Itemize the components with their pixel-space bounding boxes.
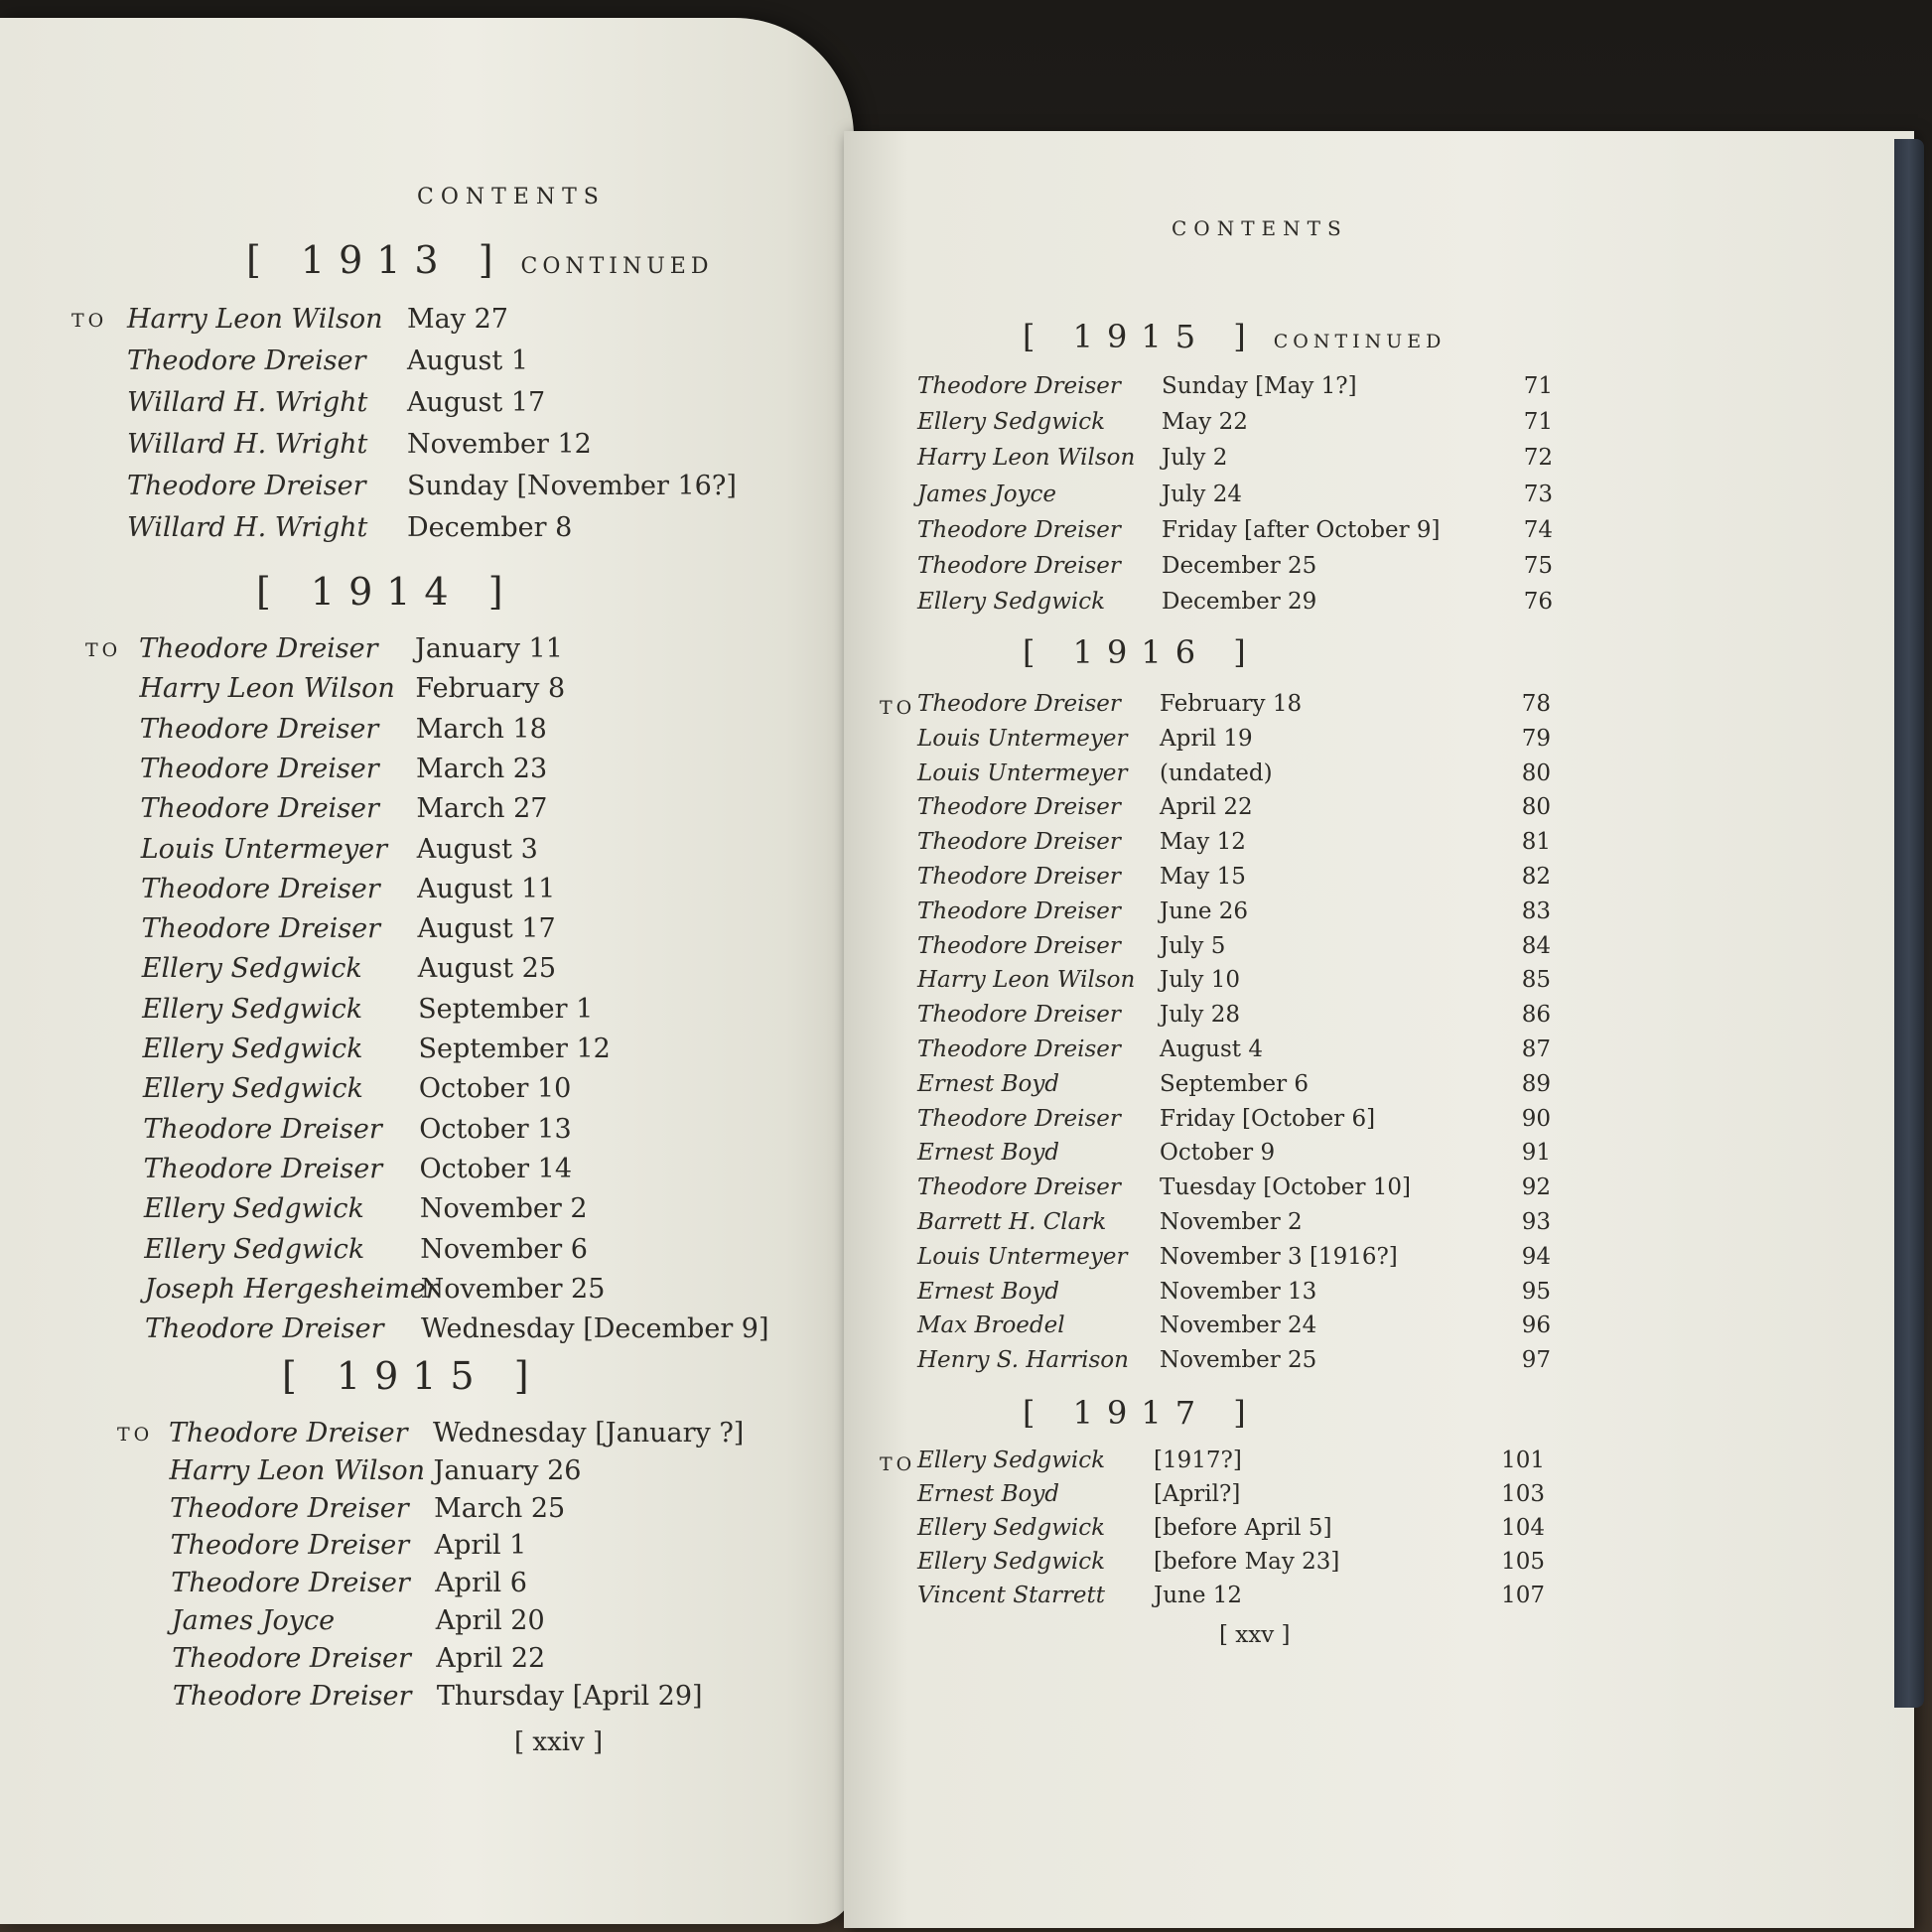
page-number: 91: [1521, 1140, 1551, 1167]
recipient-name: Barrett H. Clark: [917, 1209, 1107, 1235]
recipient-name: Theodore Dreiser: [917, 829, 1121, 856]
year-heading: [256, 570, 517, 614]
page-number: 74: [1523, 516, 1553, 543]
recipient-name: Louis Untermeyer: [140, 833, 387, 865]
recipient-name: Ellery Sedgwick: [917, 1549, 1106, 1575]
recipient-name: Harry Leon Wilson: [139, 673, 395, 705]
recipient-name: Theodore Dreiser: [139, 633, 378, 664]
recipient-name: Joseph Hergesheimer: [144, 1273, 439, 1305]
letter-date: March 27: [416, 793, 548, 825]
letter-date: May 27: [407, 304, 508, 335]
letter-date: Friday [October 6]: [1160, 1105, 1376, 1132]
to-label: TO: [71, 310, 108, 332]
recipient-name: Ellery Sedgwick: [142, 1073, 363, 1105]
letter-date: April 22: [436, 1642, 546, 1674]
letter-date: Friday [after October 9]: [1162, 516, 1441, 543]
recipient-name: Theodore Dreiser: [917, 1105, 1121, 1132]
letter-date: July 2: [1162, 445, 1228, 472]
letter-date: September 6: [1160, 1070, 1310, 1097]
letter-date: October 13: [419, 1113, 572, 1145]
letter-date: July 10: [1160, 967, 1240, 994]
letter-date: November 2: [419, 1193, 588, 1225]
recipient-name: Ellery Sedgwick: [917, 589, 1106, 616]
recipient-name: Theodore Dreiser: [917, 553, 1121, 579]
recipient-name: Harry Leon Wilson: [169, 1454, 426, 1486]
recipient-name: Theodore Dreiser: [917, 897, 1121, 924]
recipient-name: Theodore Dreiser: [172, 1680, 412, 1712]
letter-date: [before April 5]: [1154, 1515, 1332, 1541]
to-label: TO: [880, 697, 916, 719]
letter-date: April 1: [434, 1530, 527, 1562]
recipient-name: Theodore Dreiser: [141, 913, 380, 945]
letter-date: Wednesday [December 9]: [420, 1313, 769, 1345]
recipient-name: Ernest Boyd: [917, 1070, 1060, 1097]
page-number: 81: [1521, 829, 1551, 856]
letter-date: August 17: [407, 387, 546, 418]
recipient-name: Ellery Sedgwick: [917, 1448, 1106, 1473]
right-page: [844, 131, 1914, 1928]
page-number: 87: [1521, 1036, 1551, 1062]
letter-date: November 12: [407, 429, 592, 460]
recipient-name: Theodore Dreiser: [171, 1568, 410, 1599]
page-number: 96: [1521, 1312, 1551, 1339]
page-number: 90: [1521, 1105, 1551, 1132]
year-heading: [1023, 1394, 1260, 1432]
letter-date: February 18: [1160, 691, 1303, 717]
page-number: 104: [1501, 1515, 1545, 1541]
recipient-name: Theodore Dreiser: [172, 1642, 411, 1674]
letter-date: November 25: [1160, 1347, 1317, 1374]
letter-date: December 25: [1162, 553, 1317, 579]
year-label: [ 1916 ]: [1023, 633, 1260, 671]
letter-date: Sunday [May 1?]: [1162, 373, 1357, 399]
recipient-name: Ellery Sedgwick: [917, 1515, 1106, 1541]
letter-date: October 10: [418, 1073, 572, 1105]
recipient-name: Theodore Dreiser: [140, 753, 379, 784]
recipient-name: Max Broedel: [917, 1312, 1065, 1339]
letter-date: November 6: [420, 1233, 588, 1265]
page-number: 82: [1521, 864, 1551, 890]
recipient-name: Theodore Dreiser: [127, 471, 366, 501]
recipient-name: Louis Untermeyer: [917, 725, 1128, 752]
recipient-name: Vincent Starrett: [917, 1583, 1106, 1608]
recipient-name: Theodore Dreiser: [917, 1002, 1121, 1029]
year-label: [ 1913 ]: [246, 238, 507, 282]
letter-date: July 5: [1160, 932, 1226, 959]
recipient-name: Ellery Sedgwick: [141, 953, 362, 985]
recipient-name: Theodore Dreiser: [917, 794, 1121, 821]
letter-date: August 25: [417, 953, 557, 985]
page-number: 75: [1523, 553, 1553, 579]
page-number: 71: [1523, 409, 1553, 436]
letter-date: Thursday [April 29]: [436, 1680, 703, 1712]
to-label: TO: [117, 1424, 154, 1446]
recipient-name: Theodore Dreiser: [140, 793, 379, 825]
letter-date: January 26: [433, 1454, 582, 1486]
letter-date: [before May 23]: [1154, 1549, 1340, 1575]
page-number: 84: [1521, 932, 1551, 959]
recipient-name: Henry S. Harrison: [917, 1347, 1129, 1374]
recipient-name: Theodore Dreiser: [143, 1153, 383, 1184]
letter-date: November 3 [1916?]: [1160, 1243, 1398, 1270]
running-head-right: CONTENTS: [1172, 216, 1348, 240]
page-number: 76: [1523, 589, 1553, 616]
page-number: 95: [1521, 1278, 1551, 1305]
letter-date: April 22: [1160, 794, 1253, 821]
letter-date: August 3: [416, 833, 538, 865]
book-spine: [1894, 139, 1924, 1708]
letter-date: October 9: [1160, 1140, 1276, 1167]
letter-date: December 29: [1162, 589, 1317, 616]
letter-date: November 25: [420, 1273, 606, 1305]
recipient-name: Theodore Dreiser: [144, 1313, 384, 1345]
page-number: 73: [1523, 481, 1553, 507]
page-number: 94: [1521, 1243, 1551, 1270]
page-number: 80: [1521, 794, 1551, 821]
recipient-name: Harry Leon Wilson: [917, 967, 1136, 994]
letter-date: August 1: [407, 345, 529, 376]
letter-date: January 11: [415, 633, 563, 664]
running-head-left: CONTENTS: [417, 185, 606, 209]
year-heading: [282, 1354, 543, 1398]
recipient-name: Theodore Dreiser: [169, 1418, 408, 1449]
page-number: 86: [1521, 1002, 1551, 1029]
recipient-name: Ellery Sedgwick: [143, 1193, 364, 1225]
recipient-name: Theodore Dreiser: [141, 873, 380, 904]
recipient-name: Theodore Dreiser: [917, 373, 1121, 399]
letter-date: May 22: [1162, 409, 1248, 436]
page-number: 72: [1523, 445, 1553, 472]
continued-label: CONTINUED: [520, 254, 714, 279]
letter-date: July 24: [1162, 481, 1242, 507]
year-heading: [1023, 318, 1446, 355]
letter-date: April 6: [435, 1568, 527, 1599]
page-number: 79: [1521, 725, 1551, 752]
year-label: [ 1915 ]: [282, 1354, 543, 1398]
letter-date: May 12: [1160, 829, 1246, 856]
letter-date: July 28: [1160, 1002, 1240, 1029]
recipient-name: Theodore Dreiser: [917, 516, 1121, 543]
letter-date: April 19: [1160, 725, 1253, 752]
recipient-name: James Joyce: [171, 1605, 336, 1636]
to-label: TO: [880, 1453, 916, 1475]
year-heading: [246, 238, 714, 282]
recipient-name: Theodore Dreiser: [917, 864, 1121, 890]
year-heading: [1023, 633, 1260, 671]
recipient-name: Theodore Dreiser: [170, 1530, 410, 1562]
letter-date: November 13: [1160, 1278, 1317, 1305]
recipient-name: Theodore Dreiser: [917, 932, 1121, 959]
to-label: TO: [85, 639, 122, 661]
recipient-name: Ellery Sedgwick: [142, 993, 363, 1025]
page-number: 97: [1521, 1347, 1551, 1374]
recipient-name: Theodore Dreiser: [917, 691, 1121, 717]
letter-date: December 8: [407, 512, 573, 543]
page-number: 89: [1521, 1070, 1551, 1097]
page-number: 92: [1521, 1174, 1551, 1201]
recipient-name: Louis Untermeyer: [917, 1243, 1128, 1270]
page-number: 103: [1501, 1481, 1545, 1507]
letter-date: March 18: [415, 713, 547, 745]
letter-date: [1917?]: [1154, 1448, 1242, 1473]
page-number: 71: [1523, 373, 1553, 399]
recipient-name: Louis Untermeyer: [917, 759, 1128, 786]
continued-label: CONTINUED: [1273, 331, 1447, 352]
recipient-name: Ellery Sedgwick: [144, 1233, 365, 1265]
letter-date: March 25: [434, 1492, 566, 1524]
recipient-name: Ernest Boyd: [917, 1140, 1060, 1167]
page-number: 83: [1521, 897, 1551, 924]
letter-date: August 11: [417, 873, 556, 904]
recipient-name: Willard H. Wright: [127, 512, 368, 543]
recipient-name: Willard H. Wright: [127, 429, 368, 460]
recipient-name: Willard H. Wright: [127, 387, 368, 418]
letter-date: September 1: [418, 993, 594, 1025]
letter-date: Wednesday [January ?]: [433, 1418, 745, 1449]
recipient-name: Theodore Dreiser: [139, 713, 379, 745]
letter-date: [April?]: [1154, 1481, 1241, 1507]
letter-date: April 20: [435, 1605, 545, 1636]
page-number: 85: [1521, 967, 1551, 994]
page-number: 93: [1521, 1209, 1551, 1235]
recipient-name: Harry Leon Wilson: [917, 445, 1136, 472]
recipient-name: Ellery Sedgwick: [142, 1034, 363, 1064]
recipient-name: James Joyce: [917, 481, 1057, 507]
recipient-name: Theodore Dreiser: [170, 1492, 409, 1524]
recipient-name: Ernest Boyd: [917, 1481, 1060, 1507]
letter-date: Tuesday [October 10]: [1160, 1174, 1411, 1201]
page-number: 101: [1501, 1448, 1545, 1473]
letter-date: November 24: [1160, 1312, 1317, 1339]
letter-date: August 17: [417, 913, 556, 945]
letter-date: June 12: [1154, 1583, 1243, 1608]
page-number: 105: [1501, 1549, 1545, 1575]
page-number: 107: [1501, 1583, 1545, 1608]
page-number: 80: [1521, 759, 1551, 786]
left-page: [0, 18, 854, 1924]
year-label: [ 1914 ]: [256, 570, 517, 614]
letter-date: September 12: [418, 1034, 611, 1064]
recipient-name: Ernest Boyd: [917, 1278, 1060, 1305]
folio-left: [ xxiv ]: [514, 1727, 604, 1757]
letter-date: February 8: [415, 673, 566, 705]
page-number: 78: [1521, 691, 1551, 717]
year-label: [ 1917 ]: [1023, 1394, 1260, 1432]
letter-date: March 23: [416, 753, 548, 784]
letter-date: August 4: [1160, 1036, 1263, 1062]
recipient-name: Theodore Dreiser: [917, 1036, 1121, 1062]
recipient-name: Theodore Dreiser: [917, 1174, 1121, 1201]
letter-date: Sunday [November 16?]: [407, 471, 737, 501]
year-label: [ 1915 ]: [1023, 318, 1260, 355]
folio-right: [ xxv ]: [1219, 1622, 1291, 1648]
letter-date: (undated): [1160, 759, 1273, 786]
letter-date: May 15: [1160, 864, 1246, 890]
letter-date: October 14: [419, 1153, 573, 1184]
letter-date: November 2: [1160, 1209, 1303, 1235]
recipient-name: Theodore Dreiser: [143, 1113, 382, 1145]
letter-date: June 26: [1160, 897, 1249, 924]
recipient-name: Theodore Dreiser: [127, 345, 366, 376]
recipient-name: Harry Leon Wilson: [127, 304, 383, 335]
recipient-name: Ellery Sedgwick: [917, 409, 1106, 436]
